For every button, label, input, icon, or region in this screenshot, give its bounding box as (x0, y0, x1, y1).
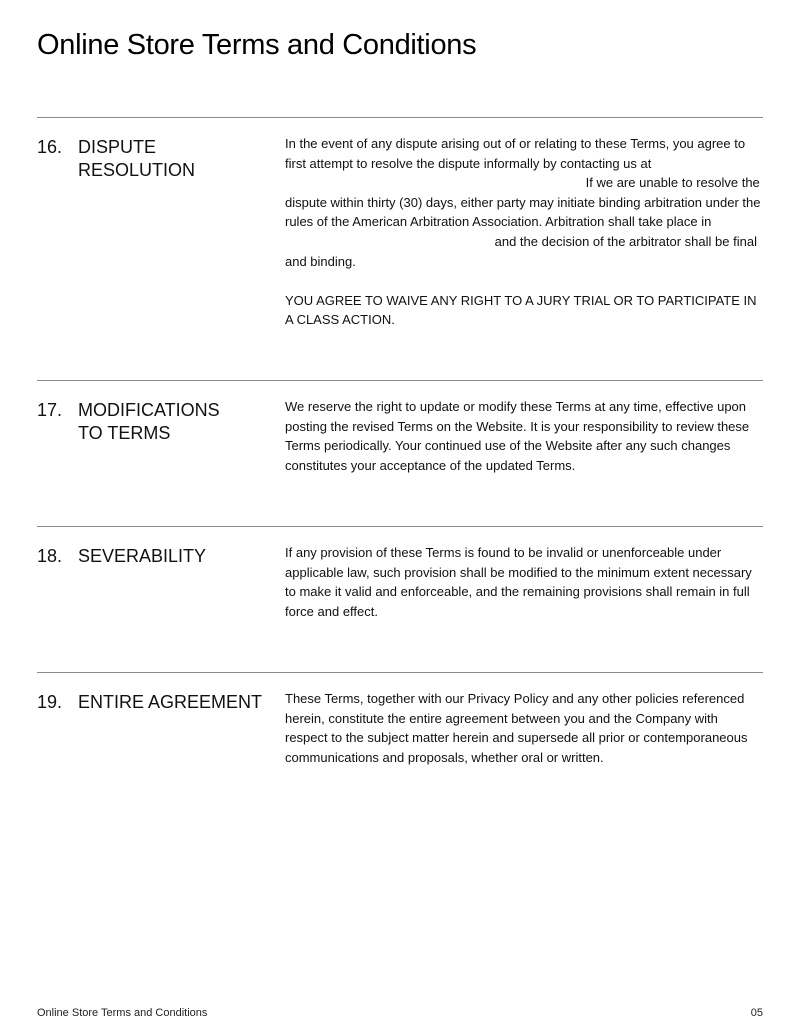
section-dispute-resolution (37, 117, 763, 328)
section-title-line: DISPUTE (78, 137, 157, 157)
section-modifications-to-terms (37, 380, 763, 473)
paragraph-text: and the decision of the arbitrator shall be final and binding. (285, 233, 757, 269)
section-title-line: TO TERMS (78, 423, 171, 443)
redacted-location-blank (285, 245, 491, 246)
section-number: 18. (37, 546, 63, 566)
section-number: 17. (37, 400, 63, 420)
section-title (78, 399, 278, 445)
page-title: Online Store Terms and Conditions (37, 29, 477, 61)
section-title-line: RESOLUTION (78, 160, 196, 180)
section-body (285, 134, 763, 330)
section-entire-agreement (37, 672, 763, 765)
section-paragraph (285, 134, 763, 271)
footer-document-title: Online Store Terms and Conditions (37, 1007, 208, 1019)
section-severability (37, 526, 763, 619)
section-body (285, 543, 763, 621)
section-title: ENTIRE AGREEMENT (78, 692, 263, 712)
section-number: 19. (37, 692, 63, 712)
section-body (285, 689, 763, 767)
section-title-line: MODIFICATIONS (78, 400, 220, 420)
section-number: 16. (37, 137, 63, 157)
section-title: SEVERABILITY (78, 546, 207, 566)
section-body (285, 397, 763, 475)
paragraph-text: In the event of any dispute arising out of or relating to these Terms, you agree to first attempt to resolve the dispute informally by contacting us at (285, 136, 746, 171)
redacted-contact-blank (285, 186, 582, 187)
section-paragraph: These Terms, together with our Privacy Policy and any other policies referenced herein, constitute the entire agreement between you and the Company with respect to the subject matter herein and supersede all prior or contemporaneous communications and proposals, whether oral or written. (285, 691, 748, 765)
section-paragraph: YOU AGREE TO WAIVE ANY RIGHT TO A JURY TRIAL OR TO PARTICIPATE IN A CLASS ACTION. (285, 292, 757, 328)
section-paragraph: If any provision of these Terms is found to be invalid or unenforceable under applicable law, such provision shall be modified to the minimum extent necessary to make it valid and enforceable, and the remaining provisions shall remain in full force and effect. (285, 545, 752, 619)
section-title (78, 136, 278, 182)
section-paragraph: We reserve the right to update or modify these Terms at any time, effective upon posting the revised Terms on the Website. It is your responsibility to review these Terms periodically. Your continued use of the Website after any such changes constitutes your acceptance of the updated Terms. (285, 399, 750, 473)
footer-page-number: 05 (750, 1007, 763, 1019)
paragraph-text: If we are unable to resolve the dispute within thirty (30) days, either party may initiate binding arbitration under the rules of the American Arbitration Association. Arbitration shall take place in (285, 175, 761, 230)
